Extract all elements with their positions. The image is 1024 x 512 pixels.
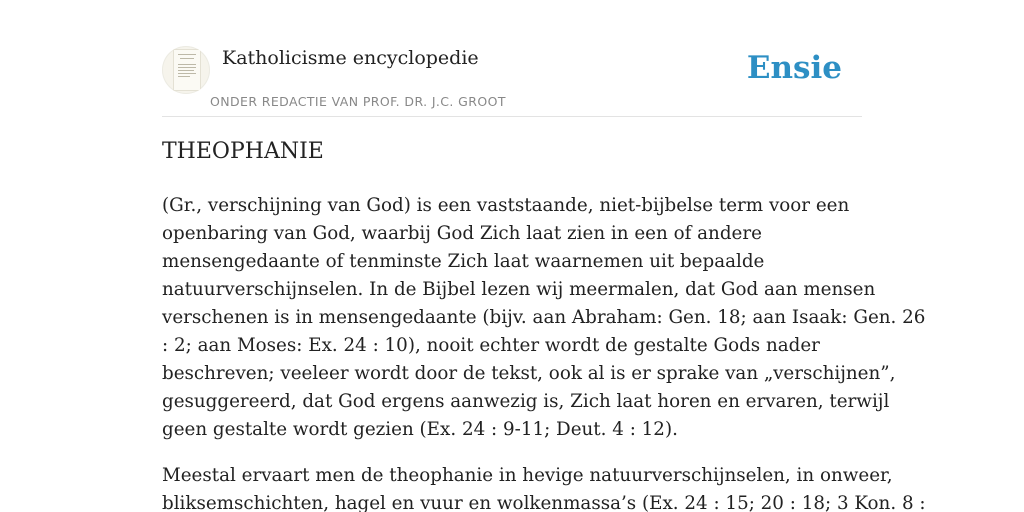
- article-paragraph: [162, 192, 926, 444]
- article-body: [162, 192, 926, 512]
- editor-subtitle: ONDER REDACTIE VAN PROF. DR. J.C. GROOT: [210, 94, 506, 109]
- paragraph-line: bliksemschichten, hagel en vuur en wolkenmassa’s (Ex. 24 : 15; 20 : 18; 3 Kon. 8 :: [162, 493, 926, 512]
- paragraph-line: natuurverschijnselen. In de Bijbel lezen wij meermalen, dat God aan mensen: [162, 279, 876, 300]
- site-header: [162, 44, 862, 117]
- paragraph-line: mensengedaante of tenminste Zich laat waarnemen uit bepaalde: [162, 251, 765, 272]
- ensie-logo[interactable]: Ensie: [746, 50, 842, 86]
- article-title: THEOPHANIE: [162, 139, 324, 164]
- paragraph-line: : 2; aan Moses: Ex. 24 : 10), nooit echter wordt de gestalte Gods nader: [162, 335, 820, 356]
- paragraph-line: gesuggereerd, dat God ergens aanwezig is, Zich laat horen en ervaren, terwijl: [162, 391, 890, 412]
- paragraph-line: beschreven; veeleer wordt door de tekst, ook al is er sprake van „verschijnen”,: [162, 363, 896, 384]
- paragraph-line: verschenen is in mensengedaante (bijv. aan Abraham: Gen. 18; aan Isaak: Gen. 26: [162, 307, 926, 328]
- paragraph-line: openbaring van God, waarbij God Zich laat zien in een of andere: [162, 223, 762, 244]
- encyclopedia-title[interactable]: Katholicisme encyclopedie: [222, 47, 479, 69]
- paragraph-line: (Gr., verschijning van God) is een vaststaande, niet-bijbelse term voor een: [162, 195, 850, 216]
- article-paragraph: [162, 462, 926, 512]
- paragraph-line: Meestal ervaart men de theophanie in hevige natuurverschijnselen, in onweer,: [162, 465, 893, 486]
- paragraph-line: geen gestalte wordt gezien (Ex. 24 : 9-11; Deut. 4 : 12).: [162, 419, 678, 440]
- book-cover-page: [173, 49, 201, 91]
- book-cover-icon[interactable]: [162, 46, 210, 94]
